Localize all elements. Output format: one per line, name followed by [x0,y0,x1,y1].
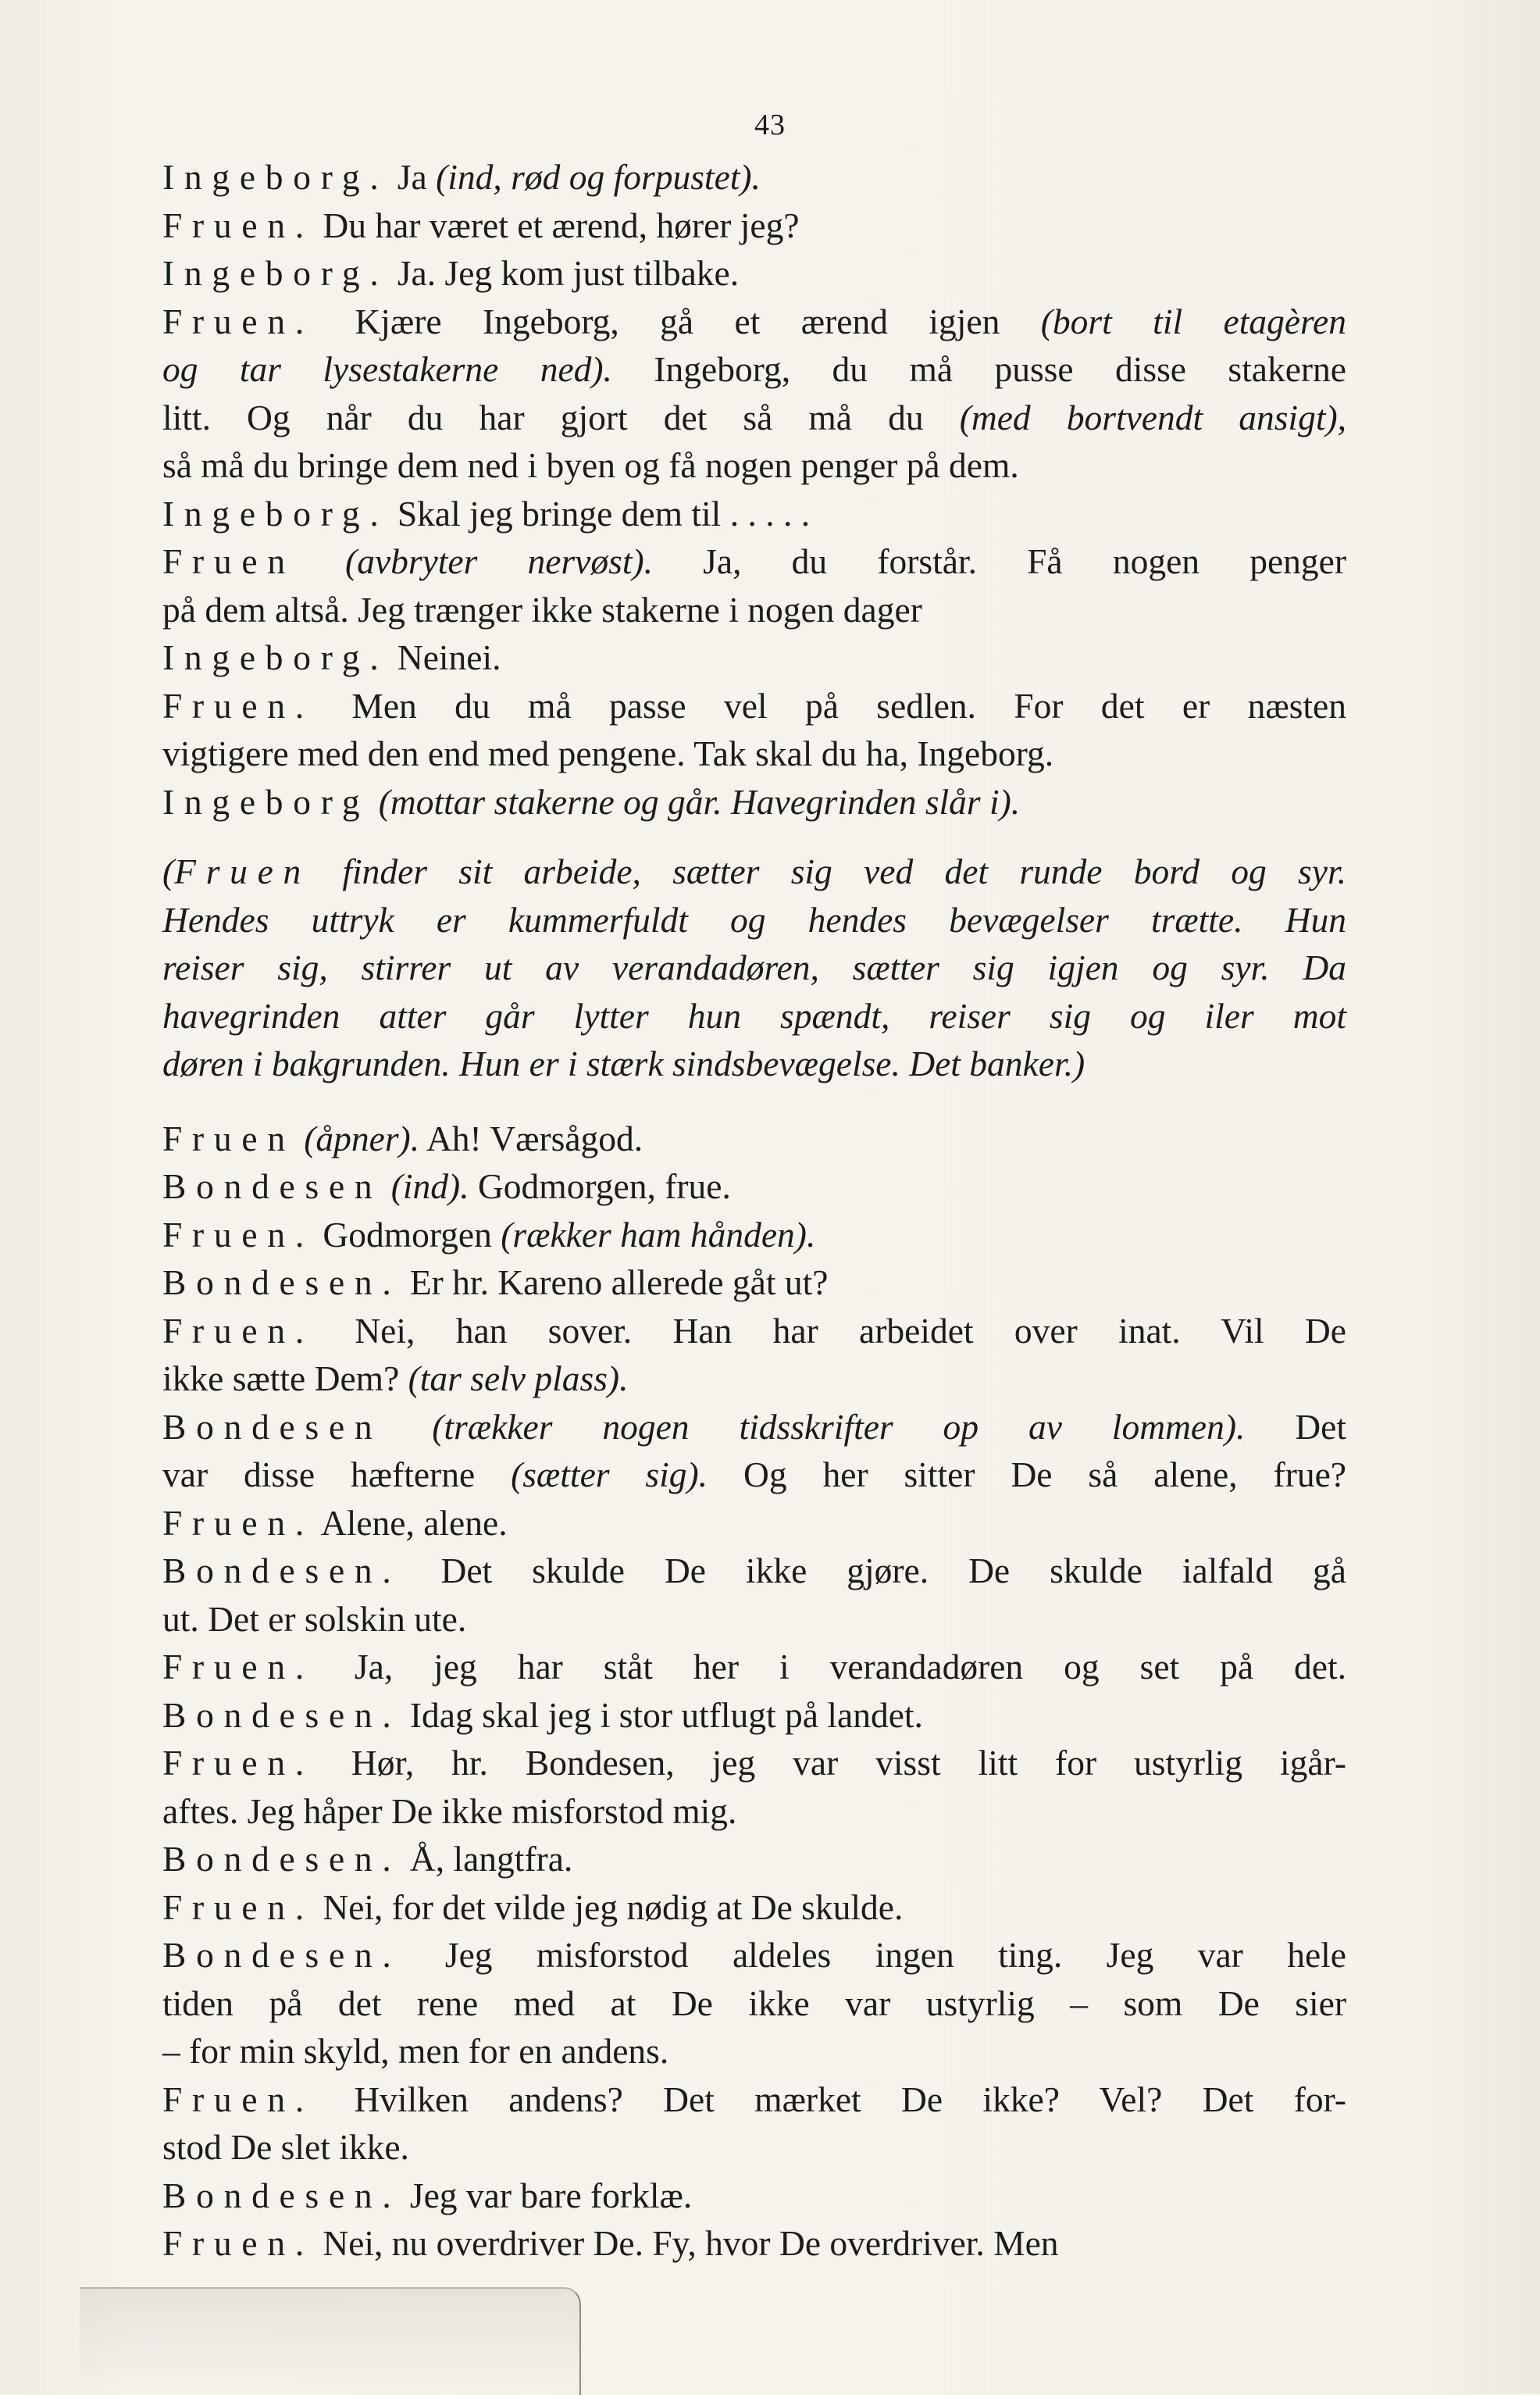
text-line [162,202,1346,250]
text-line [162,249,1346,298]
section-gap [162,1088,1346,1115]
line-text: Jeg var bare forklæ. [401,2175,693,2215]
line-text: på dem altså. Jeg trænger ikke stakerne i nogen dager [162,589,922,630]
text-line [162,1211,1346,1259]
speaker-name: Fruen. [162,1886,314,1927]
text-line [162,2027,1346,2076]
speaker-name: Ingeborg. [162,157,389,197]
line-text: reiser sig, stirrer ut av verandadøren, sætter sig igjen og syr. Da [162,948,1346,987]
text-line [162,2076,1346,2124]
line-text: ( [162,851,175,891]
text-line [162,778,1346,826]
speaker-name: Fruen. [162,301,314,341]
text-line [162,586,1346,634]
speaker-name: Fruen. [162,2079,314,2119]
text-line [162,1451,1346,1499]
speaker-name: Fruen [162,541,295,581]
line-text [369,782,378,822]
line-text: Er hr. Kareno allerede gåt ut? [401,1262,829,1302]
speaker-name: Bondesen. [162,1935,401,1975]
line-text [295,1119,304,1158]
text-line [162,2219,1346,2268]
text-line [162,537,1346,586]
text-line [162,1307,1346,1355]
speaker-name: Bondesen [162,1166,383,1206]
line-text: litt. Og når du har gjort det så må du [162,397,960,437]
stage-line [162,944,1346,992]
speaker-name: Fruen. [162,1647,314,1686]
text-line [162,1643,1346,1691]
stage-note: og tar lysestakerne ned). [162,349,612,389]
stage-line [162,848,1346,896]
line-text: stod De slet ikke. [162,2127,409,2167]
text-line [162,1547,1346,1595]
line-text: ut. Det er solskin ute. [162,1598,467,1639]
stage-direction [162,848,1346,1088]
line-text: vigtigere med den end med pengene. Tak skal du ha, Ingeborg. [162,733,1054,773]
line-text: Ja, jeg har ståt her i verandadøren og set på det. [313,1647,1346,1686]
line-text: tiden på det rene med at De ikke var ustyrlig – som De sier [162,1983,1346,2023]
stage-note: (bort til etagèren [1040,301,1346,341]
line-text: Kjære Ingeborg, gå et ærend igjen [313,301,1041,341]
text-line [162,1883,1346,1932]
stage-note: (ind). [390,1166,469,1206]
line-text: Godmorgen, frue. [469,1166,731,1206]
text-line [162,1595,1346,1644]
stage-note: (rækker ham hånden). [501,1214,816,1255]
line-text [382,1166,390,1206]
stage-note: (tar selv plass). [408,1358,629,1398]
stage-note: (med bortvendt ansigt), [959,397,1346,437]
text-line [162,1979,1346,2028]
line-text: Ingeborg, du må pusse disse stakerne [611,349,1346,389]
speaker-name: Bondesen. [162,1839,401,1879]
text-line [162,1355,1346,1403]
text-line [162,394,1346,442]
line-text: Jeg misforstod aldeles ingen ting. Jeg var hele [401,1935,1346,1975]
text-line [162,441,1346,490]
speaker-name: Ingeborg. [162,637,389,677]
text-line [162,298,1346,346]
text-line [162,1115,1346,1163]
page-tab-mark [80,2287,581,2395]
speaker-name: Fruen. [162,1310,314,1351]
line-text: Det skulde De ikke gjøre. De skulde ialfald gå [401,1551,1346,1590]
stage-note: (avbryter nervøst). [345,541,653,581]
page-number: 43 [754,109,786,141]
line-text: så må du bringe dem ned i byen og få nogen penger på dem. [162,445,1019,485]
line-text: Neinei. [388,637,501,677]
speaker-name: Bondesen. [162,1551,401,1590]
line-text: Hør, hr. Bondesen, jeg var visst litt for ustyrlig igår- [313,1743,1346,1783]
line-text: Det [1245,1406,1346,1447]
line-text: Du har været et ærend, hører jeg? [313,205,800,245]
line-text: Ja [388,157,437,197]
line-text: Idag skal jeg i stor utflugt på landet. [401,1694,923,1735]
stage-note: (trækker nogen tidsskrifter op av lommen). [432,1406,1246,1447]
line-text: Hvilken andens? Det mærket De ikke? Vel? Det for- [313,2079,1346,2119]
text-line [162,2172,1346,2220]
section-gap [162,826,1346,848]
line-text: finder sit arbeide, sætter sig ved det runde bord og syr. [311,851,1346,891]
text-line [162,1258,1346,1307]
line-text: Nei, han sover. Han har arbeidet over inat. Vil De [313,1310,1346,1351]
speaker-name: Fruen. [162,1743,314,1783]
text-line [162,1835,1346,1883]
speaker-name: Ingeborg. [162,493,389,534]
line-text: Ja, du forstår. Få nogen penger [653,541,1346,581]
text-line [162,1162,1346,1211]
speaker-name: Fruen. [162,2223,314,2263]
line-text: Hendes uttryk er kummerfuldt og hendes bevægelser trætte. Hun [162,899,1346,940]
stage-line [162,1040,1346,1088]
line-text: døren i bakgrunden. Hun er i stærk sindsbevægelse. Det banker.) [162,1044,1085,1083]
line-text: Nei, nu overdriver De. Fy, hvor De overdriver. Men [313,2223,1059,2263]
line-text: Godmorgen [313,1214,501,1255]
text-line [162,682,1346,730]
line-text: var disse hæfterne [162,1454,512,1494]
speaker-name: Fruen. [162,205,314,245]
speaker-name: Ingeborg [162,781,370,822]
stage-note: (sætter sig). [511,1454,708,1494]
text-line [162,2123,1346,2172]
speaker-name: Bondesen. [162,2175,401,2215]
text-line [162,634,1346,682]
line-text: Men du må passe vel på sedlen. For det er næsten [313,685,1346,726]
line-text [295,541,345,581]
stage-line [162,992,1346,1040]
stage-note: (åpner). [304,1118,420,1158]
line-text: Ah! Værsågod. [419,1118,643,1158]
line-text: aftes. Jeg håper De ikke misforstod mig. [162,1790,737,1831]
dialogue-section-1 [162,153,1346,826]
speaker-name: Bondesen. [162,1694,401,1735]
text-line [162,730,1346,778]
text-line [162,1931,1346,1979]
speaker-name: Bondesen [162,1406,383,1447]
speaker-name: Fruen [162,1118,295,1158]
text-line [162,1787,1346,1836]
stage-note: (mottar stakerne og går. Havegrinden slår i). [378,781,1021,822]
speaker-name: Fruen [174,851,312,891]
text-line [162,1499,1346,1547]
speaker-name: Fruen. [162,685,314,726]
speaker-name: Fruen. [162,1502,314,1543]
speaker-name: Fruen. [162,1214,314,1255]
play-text [162,153,1346,2268]
text-line [162,1403,1346,1451]
line-text: Og her sitter De så alene, frue? [708,1454,1346,1494]
text-line [162,1739,1346,1787]
line-text: ikke sætte Dem? [162,1358,408,1398]
line-text: Ja. Jeg kom just tilbake. [388,253,740,293]
text-line [162,1691,1346,1740]
line-text: havegrinden atter går lytter hun spændt, reiser sig og iler mot [162,995,1346,1036]
text-line [162,490,1346,538]
speaker-name: Bondesen. [162,1262,401,1302]
line-text: Alene, alene. [313,1502,508,1543]
line-text: Skal jeg bringe dem til . . . . . [388,493,811,534]
line-text: – for min skyld, men for en andens. [162,2031,669,2071]
line-text: Nei, for det vilde jeg nødig at De skulde. [313,1886,904,1927]
line-text: Å, langtfra. [401,1839,573,1879]
stage-note: (ind, rød og forpustet). [436,157,761,197]
stage-line [162,896,1346,944]
line-text [382,1407,432,1447]
speaker-name: Ingeborg. [162,253,389,293]
dialogue-section-2 [162,1115,1346,2268]
text-line [162,345,1346,394]
text-line [162,153,1346,202]
